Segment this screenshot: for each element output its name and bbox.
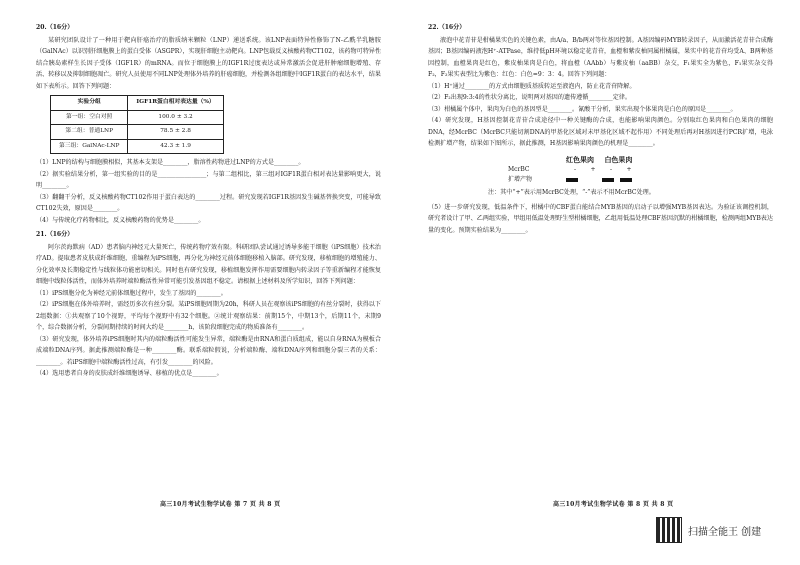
q20-sub1: （1）LNP的结构与细胞膜相似，其基本支架是________，脂溶性药物进过LNP的方式是________。 bbox=[36, 159, 305, 166]
q21-sub3: （3）研究发现，体外培养iPS细胞时其内的端粒酶活性可能发生异常，端粒酶是由RNA和蛋白质组成，能以自身RNA为模板合成端粒DNA序列。据此推测端粒酶是一种________酶。联系端粒假说，分析端粒酶、端粒DNA序列和细胞分裂三者的关系：________。若iPS细胞中端粒酶活性过高，有引发________的风险。 bbox=[36, 335, 381, 366]
q21-sub4: （4）选用患者自身的皮肤成纤维细胞诱导、移植的优点是________。 bbox=[36, 370, 223, 377]
q22-title: 22.（16分） bbox=[428, 24, 466, 31]
left-footer: 高三10月考试生物学试卷 第 7 页 共 8 页 bbox=[160, 501, 281, 508]
table-cell: 第三组：GalNAc-LNP bbox=[51, 139, 128, 154]
q20-sub2: （2）据实验结果分析，第一组实验的目的是________________；与第二组相比，第三组对IGF1R蛋白相对表达量影响更大，说明________。 bbox=[36, 170, 381, 189]
q22-sub3: （3）柑橘属个体中，果肉为白色的基因型是________。氰酸干分析，果实出现个体果肉是白色的原因是________。 bbox=[428, 105, 737, 113]
scanner-watermark bbox=[656, 517, 761, 543]
table-cell: 第一组：空白对照 bbox=[51, 110, 128, 125]
table-cell: 100.0 ± 3.2 bbox=[128, 110, 223, 125]
q20-intro: 某研究团队设计了一种用于靶向肝癌治疗的脂质纳米颗粒（LNP）递送系统。该LNP表面特异性修饰了N-乙酰半乳糖胺（GalNAc）以识别肝细胞膜上的蛋白受体（ASGPR），实现肝细胞主动靶向。LNP包载反义核酸药物CT102，该药物可特异性结合胰岛素样生长因子受体（IGF1R）的mRNA。而位于细胞膜上的IGF1R过度表达或异常激活会促进肝肿瘤细胞增殖、存活、转移以及抑制细胞凋亡。研究人员使用不同LNP处理体外培养的肝癌细胞，并检测各组细胞中IGF1R蛋白的表达水平，结果如下表所示。回答下列问题： bbox=[36, 36, 381, 90]
gel-group-white: 白色果肉 bbox=[604, 154, 633, 164]
q22-sub4: （4）研究发现，H基因控制花青苷合成途径中一种关键酶的合成，也能影响果肉颜色。分别取红色果肉和白色果肉的细胞DNA，经McrBC（McrBC只能切割DNA的甲基化区域对未甲基化区域不起作用）不同处理后再对H基因进行PCR扩增，电泳检测扩增产物，结果如下图所示，据此推测，H基因影响果肉颜色的机理是________。 bbox=[428, 117, 773, 147]
table-header: 实验分组 bbox=[51, 96, 128, 111]
q22-intro: 液泡中花青苷是柑橘果实色的关键色素，由A/a、B/b两对等位基因控制。A基因编码MYB转录因子，从而激活花青苷合成酶基因；B基因编码液泡H⁺-ATPase，维持低pH环境以稳定花青苷，血橙和紫皮柚同属柑橘属，果实中的花青苷均受A、B两种基因控制，血橙果肉是红色，紫皮柚果肉是白色，将血橙（AAbb）与紫皮柚（aaBB）杂交，F₁果实全为紫色，F₁果实杂交得F₂，F₂果实表型比为紫色：红色：白色=9：3：4。回答下列问题： bbox=[428, 36, 773, 78]
gel-figure bbox=[508, 154, 773, 186]
table-row bbox=[51, 139, 224, 154]
gel-sign: + bbox=[590, 166, 596, 174]
q20-title: 20.（16分） bbox=[36, 24, 74, 31]
q21-sub2: （2）iPS细胞在体外培养时，需经历多次有丝分裂。某iPS细胞周期为20h，科研人员在观察该iPS细胞的有丝分裂时，获得以下2组数据：①共观察了10个视野，平均每个视野中有32个细胞。②统计观察结果：前期15个，中期13个，后期11个，末期9个，综合数据分析，分裂间期持续的时间大约是________h，该阶段细胞完成的物质准备有________。 bbox=[36, 301, 381, 331]
q22-sub2: （2）F₂出现9:3:4的性状分离比，说明两对基因的遗传遵循________定律。 bbox=[428, 94, 632, 101]
q22-sub5: （5）进一步研究发现，低温条件下，柑橘中的CBF蛋白能结合MYB基因的启动子以增强MYB基因表达。为验证该调控机制，研究者设计了甲、乙两组实验，甲组用低温处理野生型柑橘细胞，乙组用低温处理CBF基因沉默的柑橘细胞，检测两组MYB表达量的变化。预期实验结果为________。 bbox=[428, 203, 773, 234]
gel-row-mcrbc: McrBC bbox=[508, 166, 530, 174]
q21-sub1: （1）iPS细胞分化为神经元前体细胞过程中，发生了基因的________。 bbox=[36, 289, 227, 297]
right-page bbox=[428, 22, 773, 236]
gel-band bbox=[566, 178, 578, 182]
table-row bbox=[51, 125, 224, 140]
watermark-text: 扫描全能王 创建 bbox=[688, 526, 762, 538]
gel-band bbox=[620, 178, 632, 182]
q20-table bbox=[50, 95, 224, 154]
gel-row-product: 扩增产物 bbox=[508, 176, 533, 184]
table-cell: 第二组：普通LNP bbox=[51, 125, 128, 140]
gel-sign: - bbox=[573, 166, 577, 174]
q20-sub3: （3）翻翻干分析，反义核酸药物CT102作用于蛋白表达的________过程。研究发现若IGF1R基因发生碱基替换突变，可能导致CT102失效，原因是________。 bbox=[36, 193, 381, 212]
q22-sub1: （1）H⁺通过________的方式由细胞质基质转运至液泡内，防止花青苷降解。 bbox=[428, 82, 636, 90]
table-cell: 78.5 ± 2.8 bbox=[128, 125, 223, 140]
table-row bbox=[51, 110, 224, 125]
gel-group-red: 红色果肉 bbox=[566, 154, 594, 164]
gel-band bbox=[584, 178, 596, 182]
q21-intro: 阿尔茨海默病（AD）患者脑内神经元大量死亡，传统药物疗效有限。科研团队尝试通过诱导多能干细胞（iPS细胞）技术治疗AD。提取患者皮肤成纤维细胞，重编程为iPS细胞，再分化为神经元前体细胞移植入脑部。研究发现，移植细胞的增殖能力、分化效率及长期稳定性与线粒体功能密切相关。同时也有研究发现，移植细胞发挥作用需要细胞内转录因子等重新编程才能恢复细胞中线粒体活性，而体外培养时端粒酶活性异常可能引发基因组不稳定。请根据上述材料及所学知识，回答下列问题： bbox=[36, 243, 381, 285]
qr-code-icon bbox=[656, 517, 682, 543]
table-cell: 42.3 ± 1.9 bbox=[128, 139, 223, 154]
left-page bbox=[36, 22, 381, 380]
table-header: IGF1R蛋白相对表达量（%） bbox=[128, 96, 223, 111]
gel-sign: - bbox=[609, 166, 613, 174]
gel-note: 注：其中“+”表示用McrBC处理，“-”表示不用McrBC处理。 bbox=[488, 189, 655, 196]
gel-sign: + bbox=[626, 166, 632, 174]
q21-title: 21.（16分） bbox=[36, 231, 74, 238]
gel-band bbox=[602, 178, 614, 182]
right-footer: 高三10月考试生物学试卷 第 8 页 共 8 页 bbox=[553, 501, 674, 508]
q20-sub4: （4）与传统化疗药物相比，反义核酸药物的优势是________。 bbox=[36, 216, 205, 224]
